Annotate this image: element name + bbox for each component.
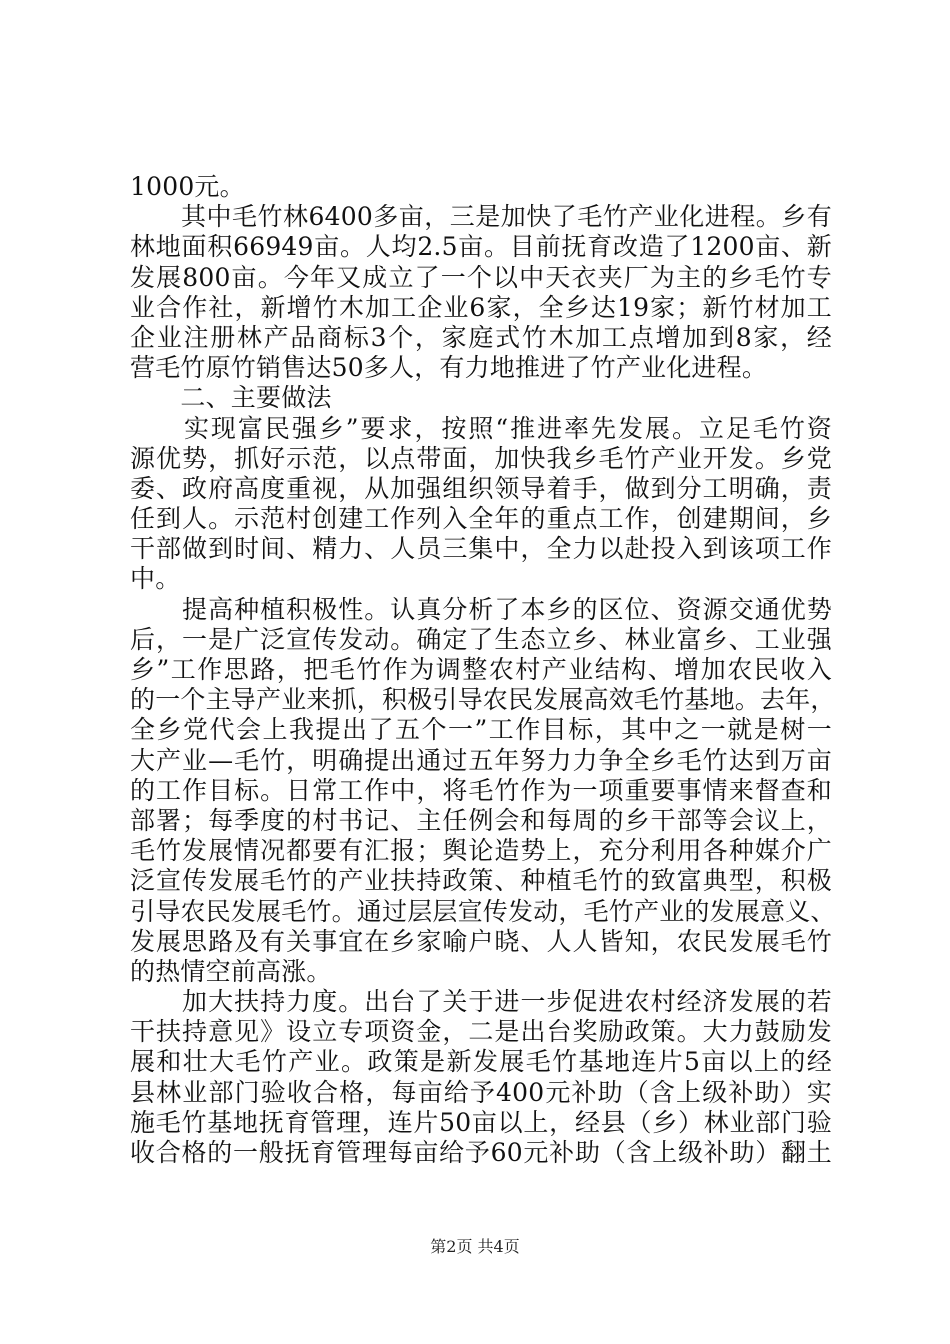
text-line: 林地面积66949亩。人均2.5亩。目前抚育改造了1200亩、新 (130, 232, 832, 262)
text-line: 收合格的一般抚育管理每亩给予60元补助（含上级补助）翻土 (130, 1138, 832, 1167)
text-line: 泛宣传发展毛竹的产业扶持政策、种植毛竹的致富典型，积极 (130, 866, 832, 896)
text-line: 乡”工作思路，把毛竹作为调整农村产业结构、增加农民收入 (130, 655, 832, 684)
text-line: 毛竹发展情况都要有汇报；舆论造势上，充分利用各种媒介广 (130, 836, 832, 866)
text-line: 委、政府高度重视，从加强组织领导着手，做到分工明确，责 (130, 473, 832, 503)
text-line: 全乡党代会上我提出了五个一”工作目标，其中之一就是树一 (130, 715, 832, 745)
text-line: 业合作社，新增竹木加工企业6家，全乡达19家；新竹材加工 (130, 292, 832, 322)
text-line: 发展800亩。今年又成立了一个以中天衣夹厂为主的乡毛竹专 (130, 262, 832, 292)
text-line: 引导农民发展毛竹。通过层层宣传发动，毛竹产业的发展意义、 (130, 896, 836, 926)
text-line: 1000元。 (130, 172, 245, 201)
text-line: 企业注册林产品商标3个，家庭式竹木加工点增加到8家，经 (130, 322, 832, 352)
text-line: 其中毛竹林6400多亩，三是加快了毛竹产业化进程。乡有 (130, 202, 832, 232)
text-line: 源优势，抓好示范，以点带面，加快我乡毛竹产业开发。乡党 (130, 443, 832, 473)
text-line: 的一个主导产业来抓，积极引导农民发展高效毛竹基地。去年， (130, 685, 836, 715)
text-line: 施毛竹基地抚育管理，连片50亩以上，经县（乡）林业部门验 (130, 1107, 832, 1137)
text-line: 县林业部门验收合格，每亩给予400元补助（含上级补助）实 (130, 1077, 832, 1107)
text-line: 的工作目标。日常工作中，将毛竹作为一项重要事情来督查和 (130, 775, 832, 805)
document-body (130, 172, 836, 1168)
text-line: 二、主要做法 (130, 383, 332, 413)
text-line: 展和壮大毛竹产业。政策是新发展毛竹基地连片5亩以上的经 (130, 1047, 832, 1077)
text-line: 中。 (130, 564, 181, 594)
text-line: 干扶持意见》设立专项资金，二是出台奖励政策。大力鼓励发 (130, 1017, 832, 1047)
text-line: 发展思路及有关事宜在乡家喻户晓、人人皆知，农民发展毛竹 (130, 926, 832, 956)
text-line: 加大扶持力度。出台了关于进一步促进农村经济发展的若 (130, 987, 832, 1017)
text-line: 提高种植积极性。认真分析了本乡的区位、资源交通优势 (130, 594, 832, 624)
page-footer: 第2页 共4页 (430, 1237, 520, 1256)
text-line: 营毛竹原竹销售达50多人，有力地推进了竹产业化进程。 (130, 353, 768, 383)
text-line: 实现富民强乡”要求，按照“推进率先发展。立足毛竹资 (130, 413, 832, 443)
text-line: 后，一是广泛宣传发动。确定了生态立乡、林业富乡、工业强 (130, 624, 832, 654)
text-line: 部署；每季度的村书记、主任例会和每周的乡干部等会议上， (130, 805, 832, 835)
text-line: 任到人。示范村创建工作列入全年的重点工作，创建期间，乡 (130, 504, 832, 534)
text-line: 大产业—毛竹，明确提出通过五年努力力争全乡毛竹达到万亩 (130, 745, 832, 775)
text-line: 干部做到时间、精力、人员三集中，全力以赴投入到该项工作 (130, 534, 832, 564)
text-line: 的热情空前高涨。 (130, 956, 332, 986)
